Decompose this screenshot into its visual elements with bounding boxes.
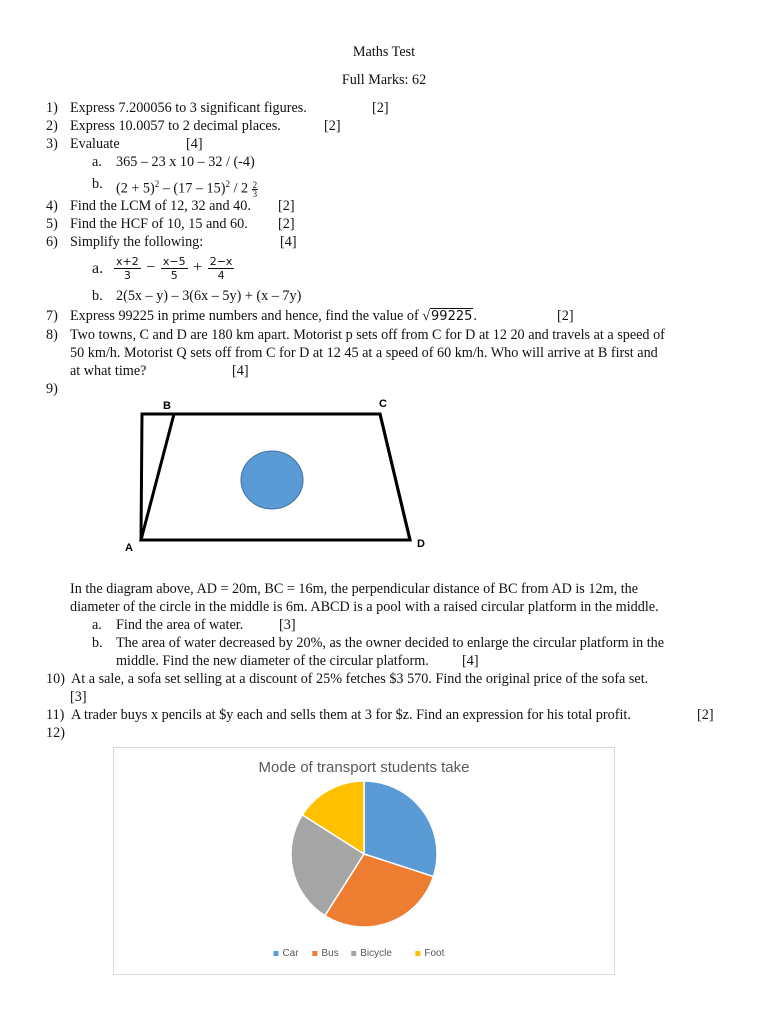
question-number: 12) [46, 725, 65, 741]
sub-label: b. [92, 635, 103, 651]
legend-item-bus [312, 948, 338, 959]
question-marks: [2] [278, 216, 295, 232]
question-marks: [3] [70, 689, 87, 705]
fraction [208, 255, 235, 282]
page-title: Maths Test [352, 44, 416, 60]
fraction-denominator: 4 [217, 269, 225, 283]
legend-item-car [273, 948, 299, 959]
question-marks: [2] [697, 707, 714, 723]
question-number: 1) [46, 100, 58, 116]
vertex-label-d: D [417, 538, 425, 550]
question-text: Find the LCM of 12, 32 and 40. [70, 198, 251, 214]
circular-platform [241, 451, 303, 509]
question-marks: [2] [278, 198, 295, 214]
legend-label: Bus [321, 948, 339, 959]
question-text-part: Express 99225 in prime numbers and hence, find the value of [70, 308, 423, 324]
question-number: 7) [46, 308, 58, 324]
question-marks: [3] [279, 617, 296, 633]
vertex-label-b: B [163, 400, 171, 412]
question-number: 5) [46, 216, 58, 232]
sub-question-text: 2(5x – y) – 3(6x – 5y) + (x – 7y) [116, 288, 302, 304]
legend-swatch [415, 951, 420, 956]
question-number: 9) [46, 381, 58, 397]
question-text: Evaluate [70, 136, 120, 152]
vertex-label-a: A [125, 542, 133, 554]
question-text: Find the HCF of 10, 15 and 60. [70, 216, 248, 232]
pie-chart-frame [113, 747, 615, 975]
question-marks: [4] [232, 363, 249, 379]
radicand: 99225 [431, 309, 473, 324]
question-text-line: at what time? [70, 363, 147, 379]
sub-label: a. [92, 154, 102, 170]
sub-question-text: Find the area of water. [116, 617, 244, 633]
question-marks: [2] [372, 100, 389, 116]
question-text-line: In the diagram above, AD = 20m, BC = 16m, the perpendicular distance of BC from AD is 12m, the [70, 581, 639, 597]
question-number: 10) [46, 671, 65, 687]
question-text-line: 50 km/h. Motorist Q sets off from C for D at 12 45 at a speed of 60 km/h. Who will arrive at B first and [70, 345, 658, 361]
operator: − [146, 259, 156, 276]
legend-label: Bicycle [360, 948, 392, 959]
question-text: Express 10.0057 to 2 decimal places. [70, 118, 281, 134]
pie-chart [114, 748, 614, 974]
sub-question-text-line: The area of water decreased by 20%, as the owner decided to enlarge the circular platform in the [116, 635, 665, 651]
expr-part: – (17 – 15) [159, 180, 226, 197]
legend-label: Car [282, 948, 299, 959]
question-text-line: diameter of the circle in the middle is 6m. ABCD is a pool with a raised circular platform in the middle. [70, 599, 659, 615]
sub-label: a. [92, 617, 102, 633]
fraction-numerator: 2−x [209, 255, 233, 269]
legend-label: Foot [424, 948, 445, 959]
question-text [70, 307, 477, 326]
question-number: 8) [46, 327, 58, 343]
fraction-denominator: 3 [252, 188, 258, 199]
fraction [114, 255, 141, 282]
algebraic-expression [112, 253, 236, 283]
question-marks: [4] [280, 234, 297, 250]
question-marks: [4] [462, 653, 479, 669]
fraction [161, 255, 188, 282]
sub-question-text-line: middle. Find the new diameter of the circular platform. [116, 653, 429, 669]
legend-item-foot [415, 948, 444, 959]
expr-part: / 2 [229, 180, 249, 197]
sub-label: b. [92, 176, 103, 192]
fraction-denominator: 3 [123, 269, 131, 283]
question-number: 11) [46, 707, 65, 723]
question-text: Simplify the following: [70, 234, 204, 250]
question-text: At a sale, a sofa set selling at a discount of 25% fetches $3 570. Find the original price of the sofa set. [71, 671, 649, 687]
trapezium-diagram [110, 390, 440, 560]
sub-question-text: 365 – 23 x 10 – 32 / (-4) [116, 154, 255, 170]
question-number: 2) [46, 118, 58, 134]
fraction-numerator: 2 [252, 179, 258, 190]
question-marks: [2] [324, 118, 341, 134]
legend-swatch [312, 951, 317, 956]
fraction-numerator: x−5 [162, 255, 186, 269]
legend-swatch [273, 951, 278, 956]
question-number: 4) [46, 198, 58, 214]
operator: + [193, 259, 203, 276]
question-number: 6) [46, 234, 58, 250]
expr-part: (2 + 5) [116, 180, 155, 197]
fraction-numerator: x+2 [116, 255, 139, 269]
legend-swatch [351, 951, 356, 956]
exponent: 2 [225, 179, 230, 189]
legend-item-bicycle [351, 948, 392, 959]
sub-label: b. [92, 288, 103, 304]
exponent: 2 [154, 179, 160, 189]
question-number: 3) [46, 136, 58, 152]
question-marks: [4] [186, 136, 203, 152]
question-text: A trader buys x pencils at $y each and sells them at 3 for $z. Find an expression for his total profit. [71, 707, 631, 723]
question-text-line: Two towns, C and D are 180 km apart. Motorist p sets off from C for D at 12 20 and travels at a speed of [70, 327, 665, 343]
fraction-denominator: 5 [170, 269, 178, 283]
vertex-label-c: C [379, 398, 387, 410]
chart-title: Mode of transport students take [258, 759, 470, 776]
question-text-part: . [473, 308, 477, 324]
square-root: √99225 [422, 308, 473, 324]
question-text: Express 7.200056 to 3 significant figures. [70, 100, 307, 116]
sub-question-expression [116, 175, 258, 198]
sub-label: a. [92, 260, 104, 277]
full-marks: Full Marks: 62 [341, 72, 427, 88]
fraction [252, 181, 259, 198]
question-marks: [2] [557, 308, 574, 324]
